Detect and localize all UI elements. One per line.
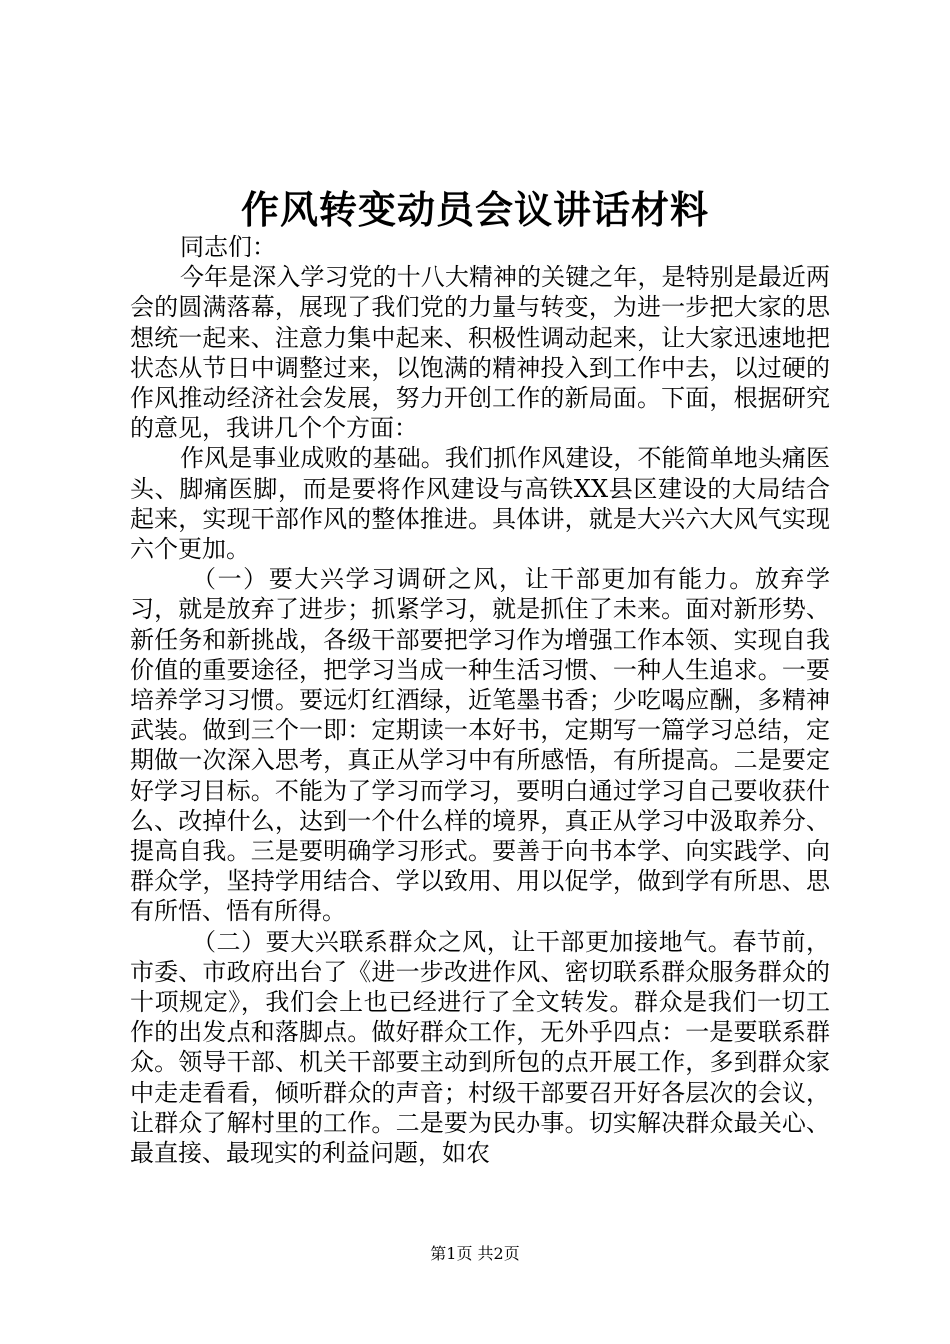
paragraph-section-one: （一）要大兴学习调研之风，让干部更加有能力。放弃学习，就是放弃了进步；抓紧学习，就是抓住了未来。面对新形势、新任务和新挑战，各级干部要把学习作为增强工作本领、实现自我价值的重要途径，把学习当成一种生活习惯、一种人生追求。一要培养学习习惯。要远灯红酒绿，近笔墨书香；少吃喝应酬，多精神武装。做到三个一即：定期读一本好书，定期写一篇学习总结，定期做一次深入思考，真正从学习中有所感悟，有所提高。二是要定好学习目标。不能为了学习而学习，要明白通过学习自己要收获什么、改掉什么，达到一个什么样的境界，真正从学习中汲取养分、提高自我。三是要明确学习形式。要善于向书本学、向实践学、向群众学，坚持学用结合、学以致用、用以促学，做到学有所思、思有所悟、悟有所得。 xyxy=(130,565,830,926)
document-body xyxy=(130,232,830,1168)
paragraph-foundation: 作风是事业成败的基础。我们抓作风建设，不能简单地头痛医头、脚痛医脚，而是要将作风建设与高铁XX县区建设的大局结合起来，实现干部作风的整体推进。具体讲，就是大兴六大风气实现六个更加。 xyxy=(130,444,830,564)
document-title: 作风转变动员会议讲话材料 xyxy=(240,187,709,232)
page-footer: 第1页 共2页 xyxy=(430,1244,520,1263)
paragraph-intro: 今年是深入学习党的十八大精神的关键之年，是特别是最近两会的圆满落幕，展现了我们党的力量与转变，为进一步把大家的思想统一起来、注意力集中起来、积极性调动起来，让大家迅速地把状态从节日中调整过来，以饱满的精神投入到工作中去，以过硬的作风推动经济社会发展，努力开创工作的新局面。下面，根据研究的意见，我讲几个个方面： xyxy=(130,263,830,443)
paragraph-section-two: （二）要大兴联系群众之风，让干部更加接地气。春节前，市委、市政府出台了《进一步改进作风、密切联系群众服务群众的十项规定》，我们会上也已经进行了全文转发。群众是我们一切工作的出发点和落脚点。做好群众工作，无外乎四点：一是要联系群众。领导干部、机关干部要主动到所包的点开展工作，多到群众家中走走看看，倾听群众的声音；村级干部要召开好各层次的会议，让群众了解村里的工作。二是要为民办事。切实解决群众最关心、最直接、最现实的利益问题，如农 xyxy=(130,927,830,1168)
salutation: 同志们： xyxy=(180,233,276,261)
